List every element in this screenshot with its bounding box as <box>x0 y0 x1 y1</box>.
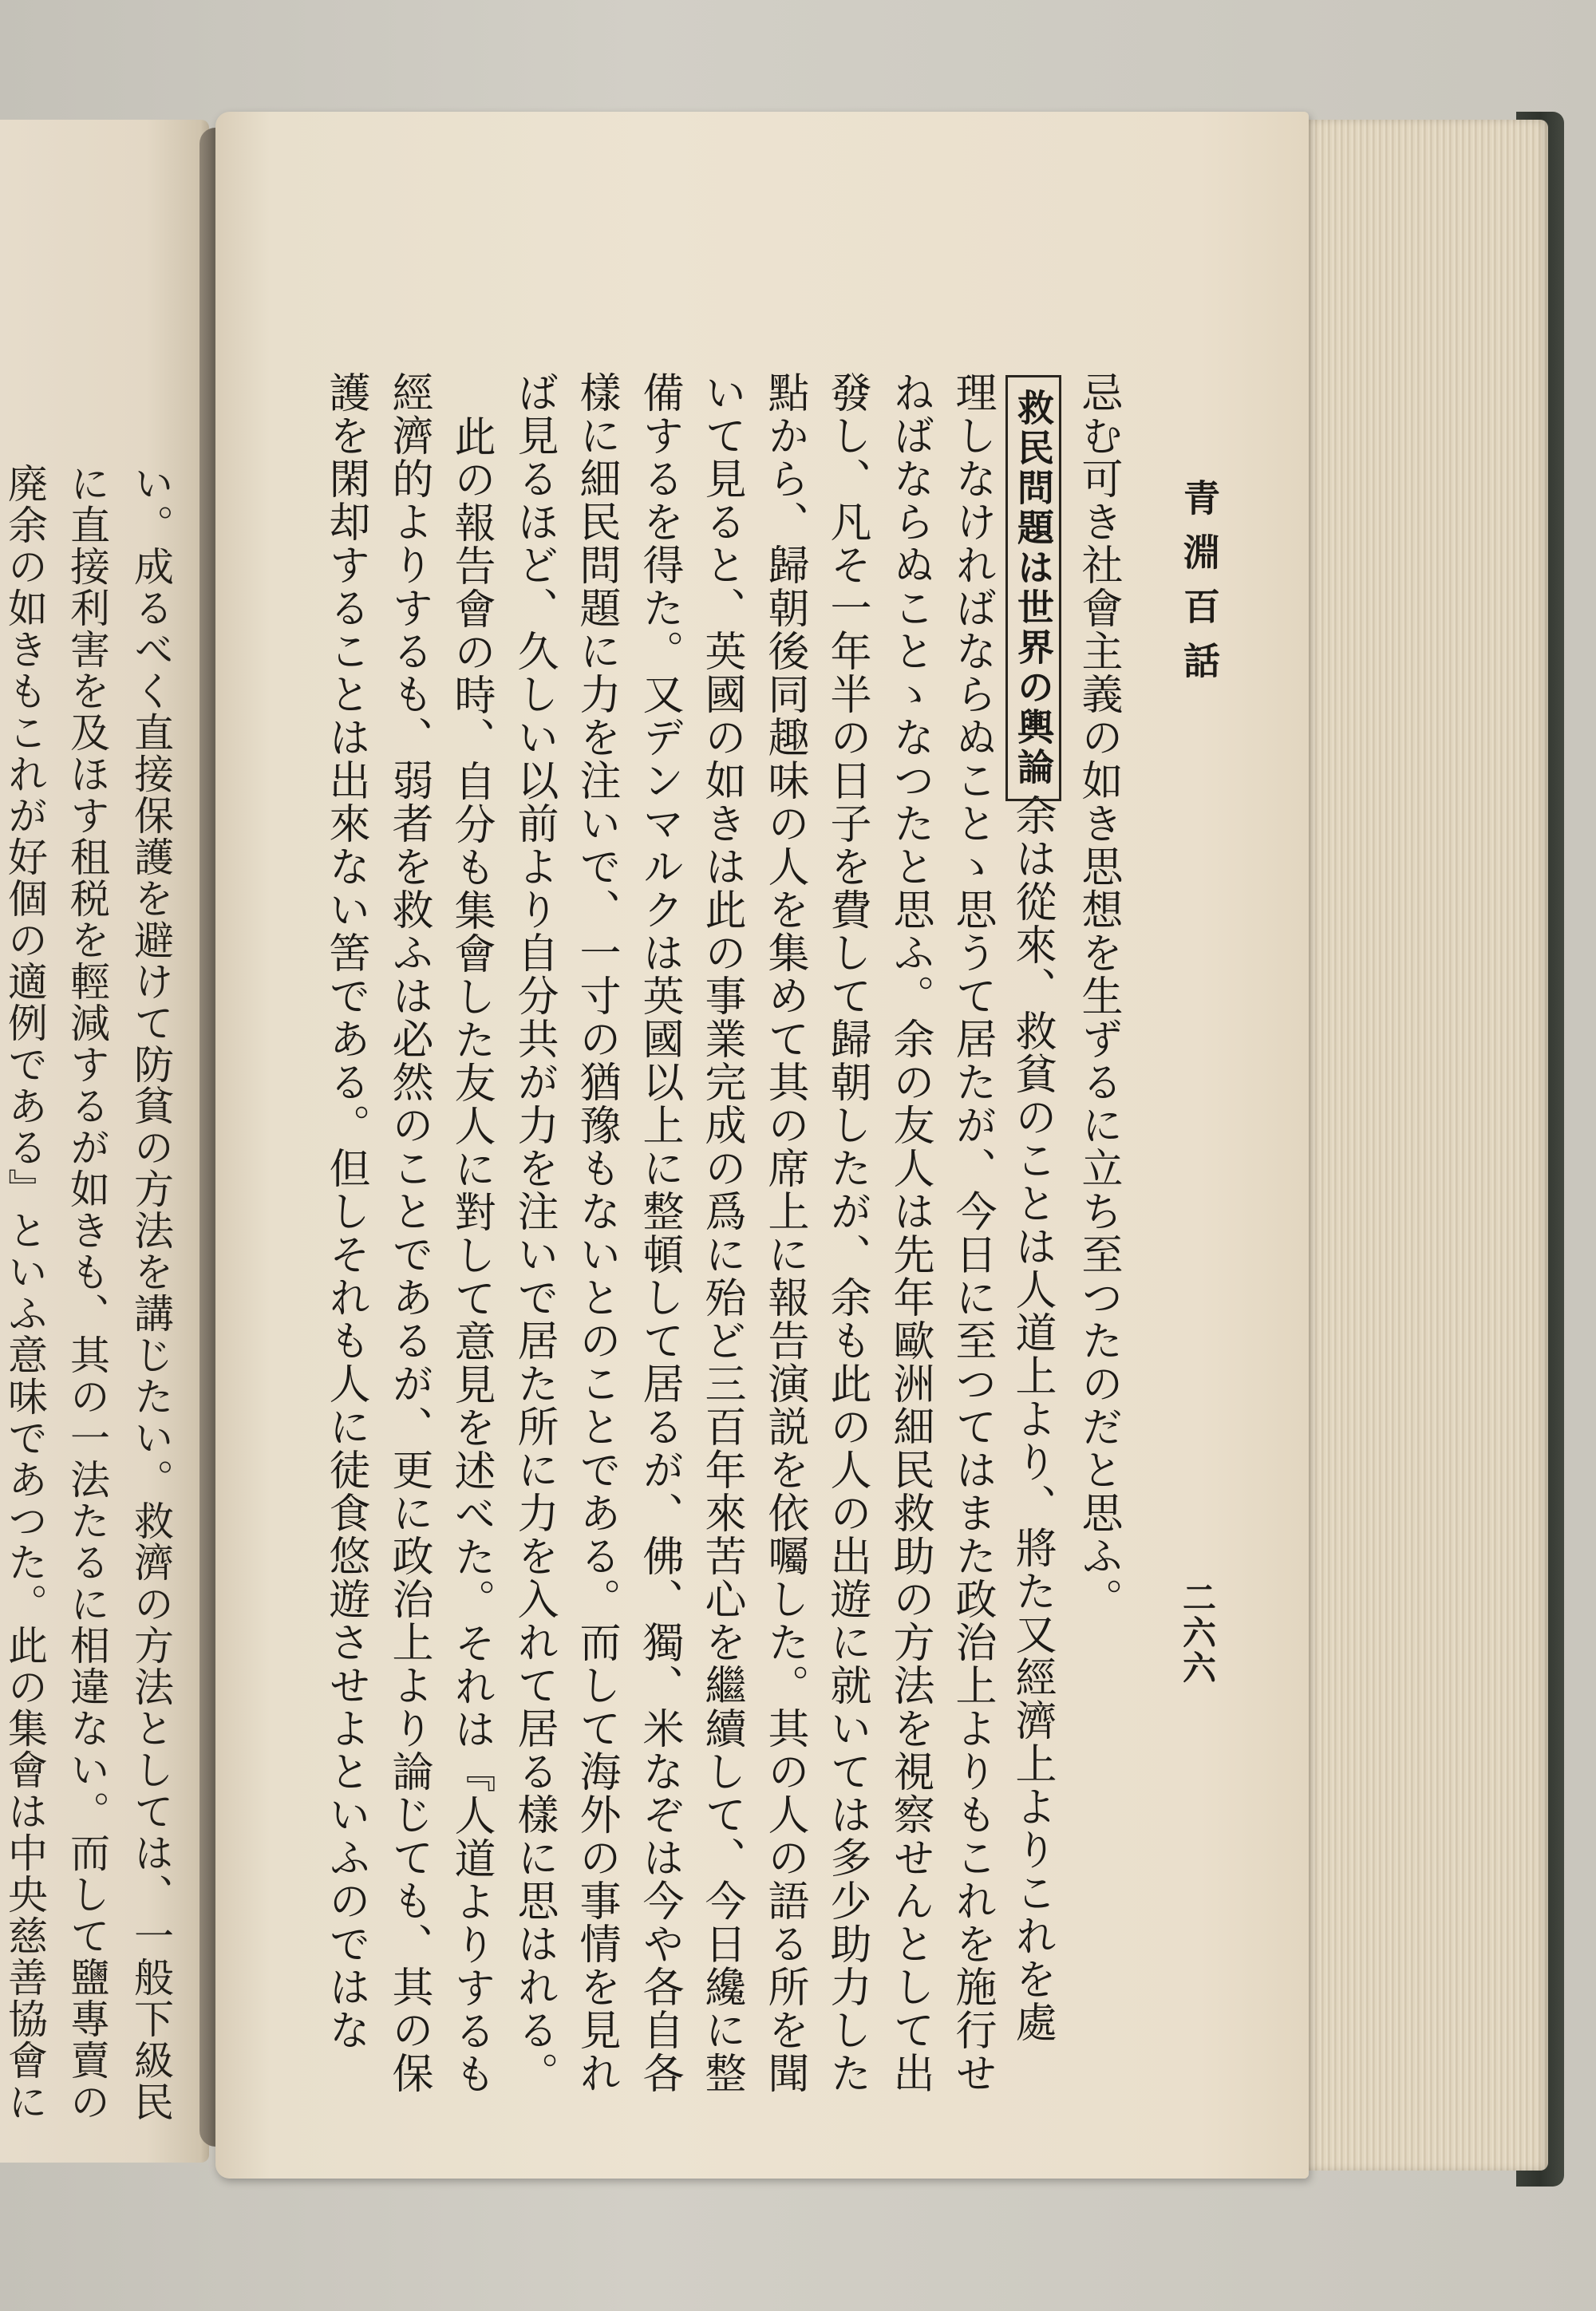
text-column-2: 余は從來、救貧のことは人道上より、將た又經濟上よりこれを處 <box>1008 794 1056 2044</box>
text-column-13: 護を閑却することは出來ない筈である。但しそれも人に徒食悠遊させよといふのではな <box>322 371 369 2052</box>
left-column-1: い。成るべく直接保護を避けて防貧の方法を講じたい。救濟の方法としては、一般下級民 <box>128 463 174 2123</box>
previous-page <box>0 120 209 2163</box>
text-column-6: 點から、歸朝後同趣味の人を集めて其の席上に報告演説を依囑した。其の人の語る所を聞 <box>760 371 808 2095</box>
text-column-3: 理しなければならぬことゝ思うて居たが、今日に至つてはまた政治上よりもこれを施行せ <box>948 371 996 2095</box>
running-header: 青淵百話 <box>1178 479 1221 696</box>
section-heading: 救民問題は世界の輿論 <box>1005 375 1061 801</box>
text-column-9: 樣に細民問題に力を注いで、一寸の猶豫もないとのことである。而して海外の事情を見れ <box>572 371 620 2095</box>
page-number: 二六六 <box>1178 1580 1217 1685</box>
text-column-10: ば見るほど、久しい以前より自分共が力を注いで居た所に力を入れて居る樣に思はれる。 <box>510 371 558 2095</box>
page-edges <box>1293 120 1548 2171</box>
left-column-2: に直接利害を及ほす租税を輕減するが如きも、其の一法たるに相違ない。而して鹽專賣の <box>64 463 110 2123</box>
text-column-12: 經濟的よりするも、弱者を救ふは必然のことであるが、更に政治上より論じても、其の保 <box>385 371 433 2095</box>
text-column-7: いて見ると、英國の如きは此の事業完成の爲に殆ど三百年來苦心を繼續して、今日纔に整 <box>697 371 745 2095</box>
text-column-5: 發し、凡そ一年半の日子を費して歸朝したが、余も此の人の出遊に就いては多少助力した <box>823 371 871 2095</box>
left-column-3: 廃余の如きもこれが好個の適例である』といふ意味であつた。此の集會は中央慈善協會に <box>2 463 48 2123</box>
text-column-1: 忌む可き社會主義の如き思想を生ずるに立ち至つたのだと思ふ。 <box>1074 371 1122 1621</box>
text-column-4: ねばならぬことゝなつたと思ふ。余の友人は先年歐洲細民救助の方法を視察せんとして出 <box>886 371 934 2095</box>
text-column-11: 此の報告會の時、自分も集會した友人に對して意見を述べた。それは『人道よりするも <box>447 415 495 2096</box>
text-column-8: 備するを得た。又デンマルクは英國以上に整頓して居るが、佛、獨、米なぞは今や各自各 <box>635 371 683 2095</box>
